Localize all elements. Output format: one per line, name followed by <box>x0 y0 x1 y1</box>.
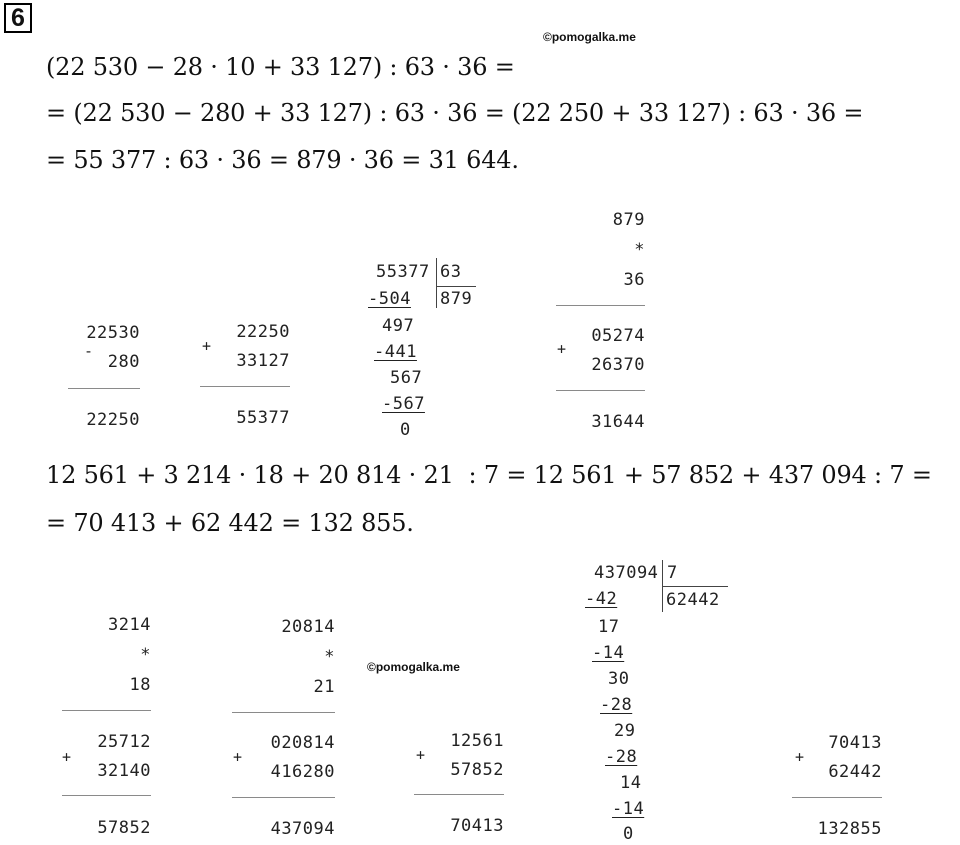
plus-sign: + <box>62 748 72 766</box>
times-sign: * <box>324 647 335 667</box>
equation-line-4: 12 561 + 3 214 · 18 + 20 814 · 21 : 7 = 12 561 + 57 852 + 437 094 : 7 = <box>46 461 932 489</box>
partial-product-2: 32140 <box>97 761 151 781</box>
watermark-middle: ©pomogalka.me <box>367 660 460 674</box>
addend-a: 70413 <box>828 733 882 753</box>
division-step: -42 <box>585 589 618 609</box>
result-line <box>232 797 335 798</box>
partial-product-2: 416280 <box>270 762 335 782</box>
sum: 55377 <box>236 408 290 428</box>
partial-product-1: 25712 <box>97 732 151 752</box>
product-line <box>232 712 335 713</box>
plus-sign: + <box>416 746 426 764</box>
division-step: -28 <box>600 695 633 715</box>
factor-a: 879 <box>612 210 645 230</box>
product: 437094 <box>270 819 335 839</box>
divisor: 7 <box>667 563 678 583</box>
plus-sign: + <box>557 340 567 358</box>
partial-product-1: 020814 <box>270 733 335 753</box>
result-line <box>414 794 504 795</box>
result-line <box>62 795 151 796</box>
addend-b: 57852 <box>450 760 504 780</box>
watermark-top: ©pomogalka.me <box>543 30 636 44</box>
plus-sign: + <box>202 337 212 355</box>
subtrahend: 280 <box>107 352 140 372</box>
quotient: 62442 <box>666 590 720 610</box>
equation-line-3: = 55 377 : 63 · 36 = 879 · 36 = 31 644. <box>46 146 519 174</box>
division-step: -14 <box>592 643 625 663</box>
division-step: -441 <box>374 342 417 362</box>
factor-b: 36 <box>623 270 645 290</box>
dividend: 55377 <box>376 262 430 282</box>
sum: 70413 <box>450 816 504 836</box>
division-step: 29 <box>614 721 636 741</box>
addend-a: 12561 <box>450 731 504 751</box>
dividend: 437094 <box>594 563 659 583</box>
factor-b: 21 <box>313 677 335 697</box>
plus-sign: + <box>795 748 805 766</box>
plus-sign: + <box>233 748 243 766</box>
division-bracket-horizontal <box>662 586 728 587</box>
division-remainder: 0 <box>623 824 634 844</box>
addend-b: 33127 <box>236 351 290 371</box>
times-sign: * <box>140 645 151 665</box>
product-line <box>556 305 645 306</box>
addend-a: 22250 <box>236 322 290 342</box>
result-line <box>556 390 645 391</box>
division-step: -567 <box>382 394 425 414</box>
division-bracket-horizontal <box>436 286 476 287</box>
division-bracket-vertical <box>436 258 437 308</box>
equation-line-1: (22 530 − 28 · 10 + 33 127) : 63 · 36 = <box>46 53 515 81</box>
factor-a: 20814 <box>281 617 335 637</box>
minuend: 22530 <box>86 323 140 343</box>
quotient: 879 <box>440 289 473 309</box>
times-sign: * <box>634 240 645 260</box>
division-step: 497 <box>382 316 415 336</box>
minus-sign: - <box>84 342 94 360</box>
task-number-badge: 6 <box>4 3 32 33</box>
equation-line-5: = 70 413 + 62 442 = 132 855. <box>46 509 414 537</box>
result-line <box>68 388 140 389</box>
sum: 132855 <box>817 819 882 839</box>
division-step: 14 <box>620 773 642 793</box>
result-line <box>792 797 882 798</box>
division-step: 567 <box>390 368 423 388</box>
division-remainder: 0 <box>400 420 411 440</box>
division-step: -504 <box>368 289 411 309</box>
equation-line-2: = (22 530 − 280 + 33 127) : 63 · 36 = (22 250 + 33 127) : 63 · 36 = <box>46 99 864 127</box>
division-step: 17 <box>598 617 620 637</box>
difference: 22250 <box>86 410 140 430</box>
divisor: 63 <box>440 262 462 282</box>
product-line <box>62 710 151 711</box>
division-step: 30 <box>608 669 630 689</box>
factor-b: 18 <box>129 675 151 695</box>
partial-product-1: 05274 <box>591 326 645 346</box>
division-step: -28 <box>605 747 638 767</box>
result-line <box>200 386 290 387</box>
partial-product-2: 26370 <box>591 355 645 375</box>
division-step: -14 <box>612 799 645 819</box>
factor-a: 3214 <box>108 615 151 635</box>
product: 57852 <box>97 818 151 838</box>
addend-b: 62442 <box>828 762 882 782</box>
product: 31644 <box>591 412 645 432</box>
